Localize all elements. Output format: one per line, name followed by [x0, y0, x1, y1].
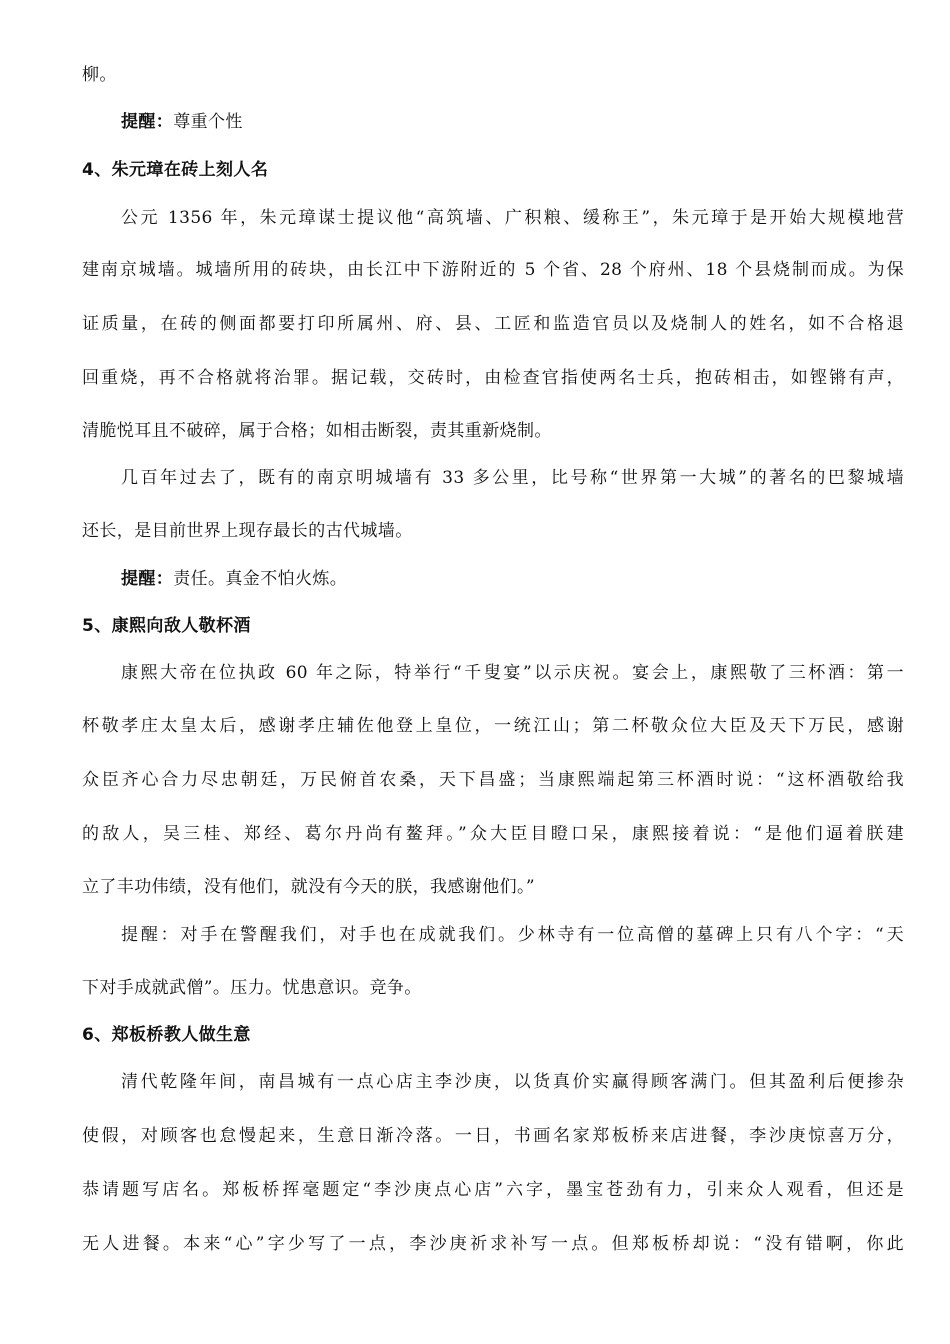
section-heading-5: 5、康熙向敌人敬杯酒: [82, 616, 251, 636]
paragraph-line: 康熙大帝在位执政 60 年之际，特举行“千叟宴”以示庆祝。宴会上，康熙敬了三杯酒：第一: [121, 663, 904, 683]
paragraph-line: 无人进餐。本来“心”字少写了一点，李沙庚祈求补写一点。但郑板桥却说：“没有错啊，你此: [82, 1234, 904, 1254]
paragraph-line: 清脆悦耳且不破碎，属于合格；如相击断裂，责其重新烧制。: [82, 421, 552, 441]
paragraph-line: 的敌人，吴三桂、郑经、葛尔丹尚有鳌拜。”众大臣目瞪口呆，康熙接着说：“是他们逼着朕建: [82, 824, 904, 844]
reminder-label: 提醒：: [121, 112, 174, 132]
paragraph-line: 立了丰功伟绩，没有他们，就没有今天的朕，我感谢他们。”: [82, 877, 535, 897]
section-heading-6: 6、郑板桥教人做生意: [82, 1025, 251, 1045]
paragraph-line: 恭请题写店名。郑板桥挥毫题定“李沙庚点心店”六字，墨宝苍劲有力，引来众人观看，但还是: [82, 1180, 904, 1200]
reminder-text: 责任。真金不怕火炼。: [173, 569, 348, 589]
paragraph-line: 杯敬孝庄太皇太后，感谢孝庄辅佐他登上皇位，一统江山；第二杯敬众位大臣及天下万民，感谢: [82, 716, 904, 736]
reminder-label: 提醒：: [121, 569, 174, 589]
section-heading-4: 4、朱元璋在砖上刻人名: [82, 160, 269, 180]
paragraph-line: 清代乾隆年间，南昌城有一点心店主李沙庚，以货真价实赢得顾客满门。但其盈利后便掺杂: [121, 1072, 904, 1092]
paragraph-line: 证质量，在砖的侧面都要打印所属州、府、县、工匠和监造官员以及烧制人的姓名，如不合格退: [82, 314, 904, 334]
paragraph-line: 提醒：对手在警醒我们，对手也在成就我们。少林寺有一位高僧的墓碑上只有八个字：“天: [121, 925, 904, 945]
paragraph-line: 几百年过去了，既有的南京明城墙有 33 多公里，比号称“世界第一大城”的著名的巴黎城墙: [121, 468, 904, 488]
reminder-line: [121, 111, 243, 133]
text-line: 柳。: [82, 65, 117, 85]
paragraph-line: 还长，是目前世界上现存最长的古代城墙。: [82, 521, 413, 541]
paragraph-line: 众臣齐心合力尽忠朝廷，万民俯首农桑，天下昌盛；当康熙端起第三杯酒时说：“这杯酒敬给我: [82, 770, 904, 790]
reminder-line: [121, 568, 347, 590]
reminder-text: 尊重个性: [173, 112, 243, 132]
paragraph-line: 使假，对顾客也怠慢起来，生意日渐冷落。一日，书画名家郑板桥来店进餐，李沙庚惊喜万分，: [82, 1126, 904, 1146]
paragraph-line: 公元 1356 年，朱元璋谋士提议他“高筑墙、广积粮、缓称王”，朱元璋于是开始大规模地营: [121, 208, 904, 228]
paragraph-line: 建南京城墙。城墙所用的砖块，由长江中下游附近的 5 个省、28 个府州、18 个县烧制而成。为保: [82, 260, 904, 280]
paragraph-line: 下对手成就武僧”。压力。忧患意识。竞争。: [82, 978, 422, 998]
paragraph-line: 回重烧，再不合格就将治罪。据记载，交砖时，由检查官指使两名士兵，抱砖相击，如铿锵有声，: [82, 368, 904, 388]
